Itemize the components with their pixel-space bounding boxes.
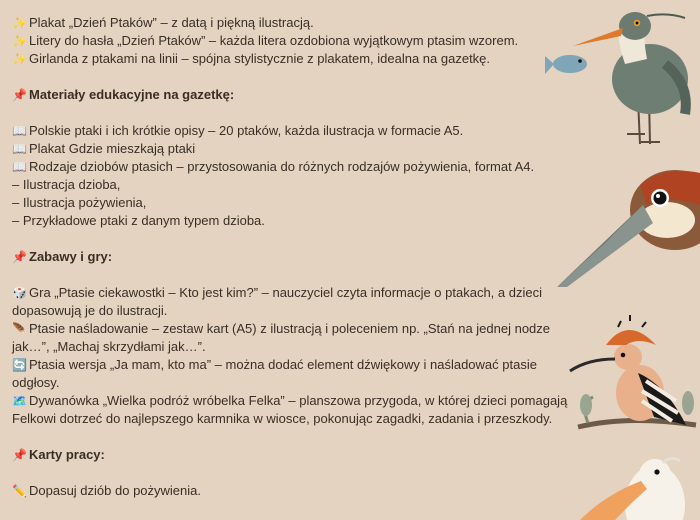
pushpin-icon: 📌 [12,250,27,264]
pelican-illustration [575,455,695,520]
list-item: 📖 Rodzaje dziobów ptasich – przystosowania do różnych rodzajów pożywienia, format A4. [12,159,535,174]
section-heading-worksheets: 📌 Karty pracy: [12,447,105,462]
section-heading-educational: 📌 Materiały edukacyjne na gazetkę: [12,87,235,102]
sparkle-icon: ✨ [12,52,27,66]
pushpin-icon: 📌 [12,448,27,462]
pushpin-icon: 📌 [12,88,27,102]
hoopoe-illustration [568,315,698,445]
book-icon: 📖 [12,124,27,138]
book-icon: 📖 [12,160,27,174]
map-icon: 🗺️ [12,394,27,408]
list-item: 📖 Plakat Gdzie mieszkają ptaki [12,141,196,156]
repeat-icon: 🔄 [12,358,27,372]
sub-item: – Przykładowe ptaki z danym typem dzioba. [12,213,265,228]
pencil-icon: ✏️ [12,484,27,498]
intro-item: ✨ Plakat „Dzień Ptaków” – z datą i piękną ilustracją. [12,15,314,30]
list-item: 📖 Polskie ptaki i ich krótkie opisy – 20 ptaków, każda ilustracja w formacie A5. [12,123,464,138]
dice-icon: 🎲 [12,286,27,300]
sparkle-icon: ✨ [12,34,27,48]
intro-item: ✨ Litery do hasła „Dzień Ptaków” – każda litera ozdobiona wyjątkowym ptasim wzorem. [12,33,519,48]
sub-item: – Ilustracja pożywienia, [12,195,147,210]
list-item: 🔄 Ptasia wersja „Ja mam, kto ma” – można dodać element dźwiękowy i naśladować ptasie odgłosy. [12,357,537,390]
list-item: 🎲 Gra „Ptasie ciekawostki – Kto jest kim?” – nauczyciel czyta informacje o ptakach, a dzieci dopasowują je do ilustracji. [12,285,542,318]
intro-item: ✨ Girlanda z ptakami na linii – spójna stylistycznie z plakatem, idealna na gazetkę. [12,51,491,66]
section-heading-games: 📌 Zabawy i gry: [12,249,113,264]
book-icon: 📖 [12,142,27,156]
list-item: ✏️ Dopasuj dziób do pożywienia. [12,483,201,498]
sparkle-icon: ✨ [12,16,27,30]
content-column [12,14,577,500]
feather-icon: 🪶 [12,322,27,336]
list-item: 🪶 Ptasie naśladowanie – zestaw kart (A5) z ilustracją i poleceniem np. „Stań na jednej nodze jak…”, „Machaj skrzydłami jak…”. [12,321,551,354]
sub-item: – Ilustracja dzioba, [12,177,121,192]
heron-illustration [545,4,695,144]
woodpecker-illustration [555,165,700,290]
list-item: 🗺️ Dywanówka „Wielka podróż wróbelka Felka” – planszowa przygoda, w której dzieci pomagają Felkowi dotrzeć do najlepszego karmnika w wiosce, pokonując zagadki, zadania i przeszkody. [12,393,568,426]
